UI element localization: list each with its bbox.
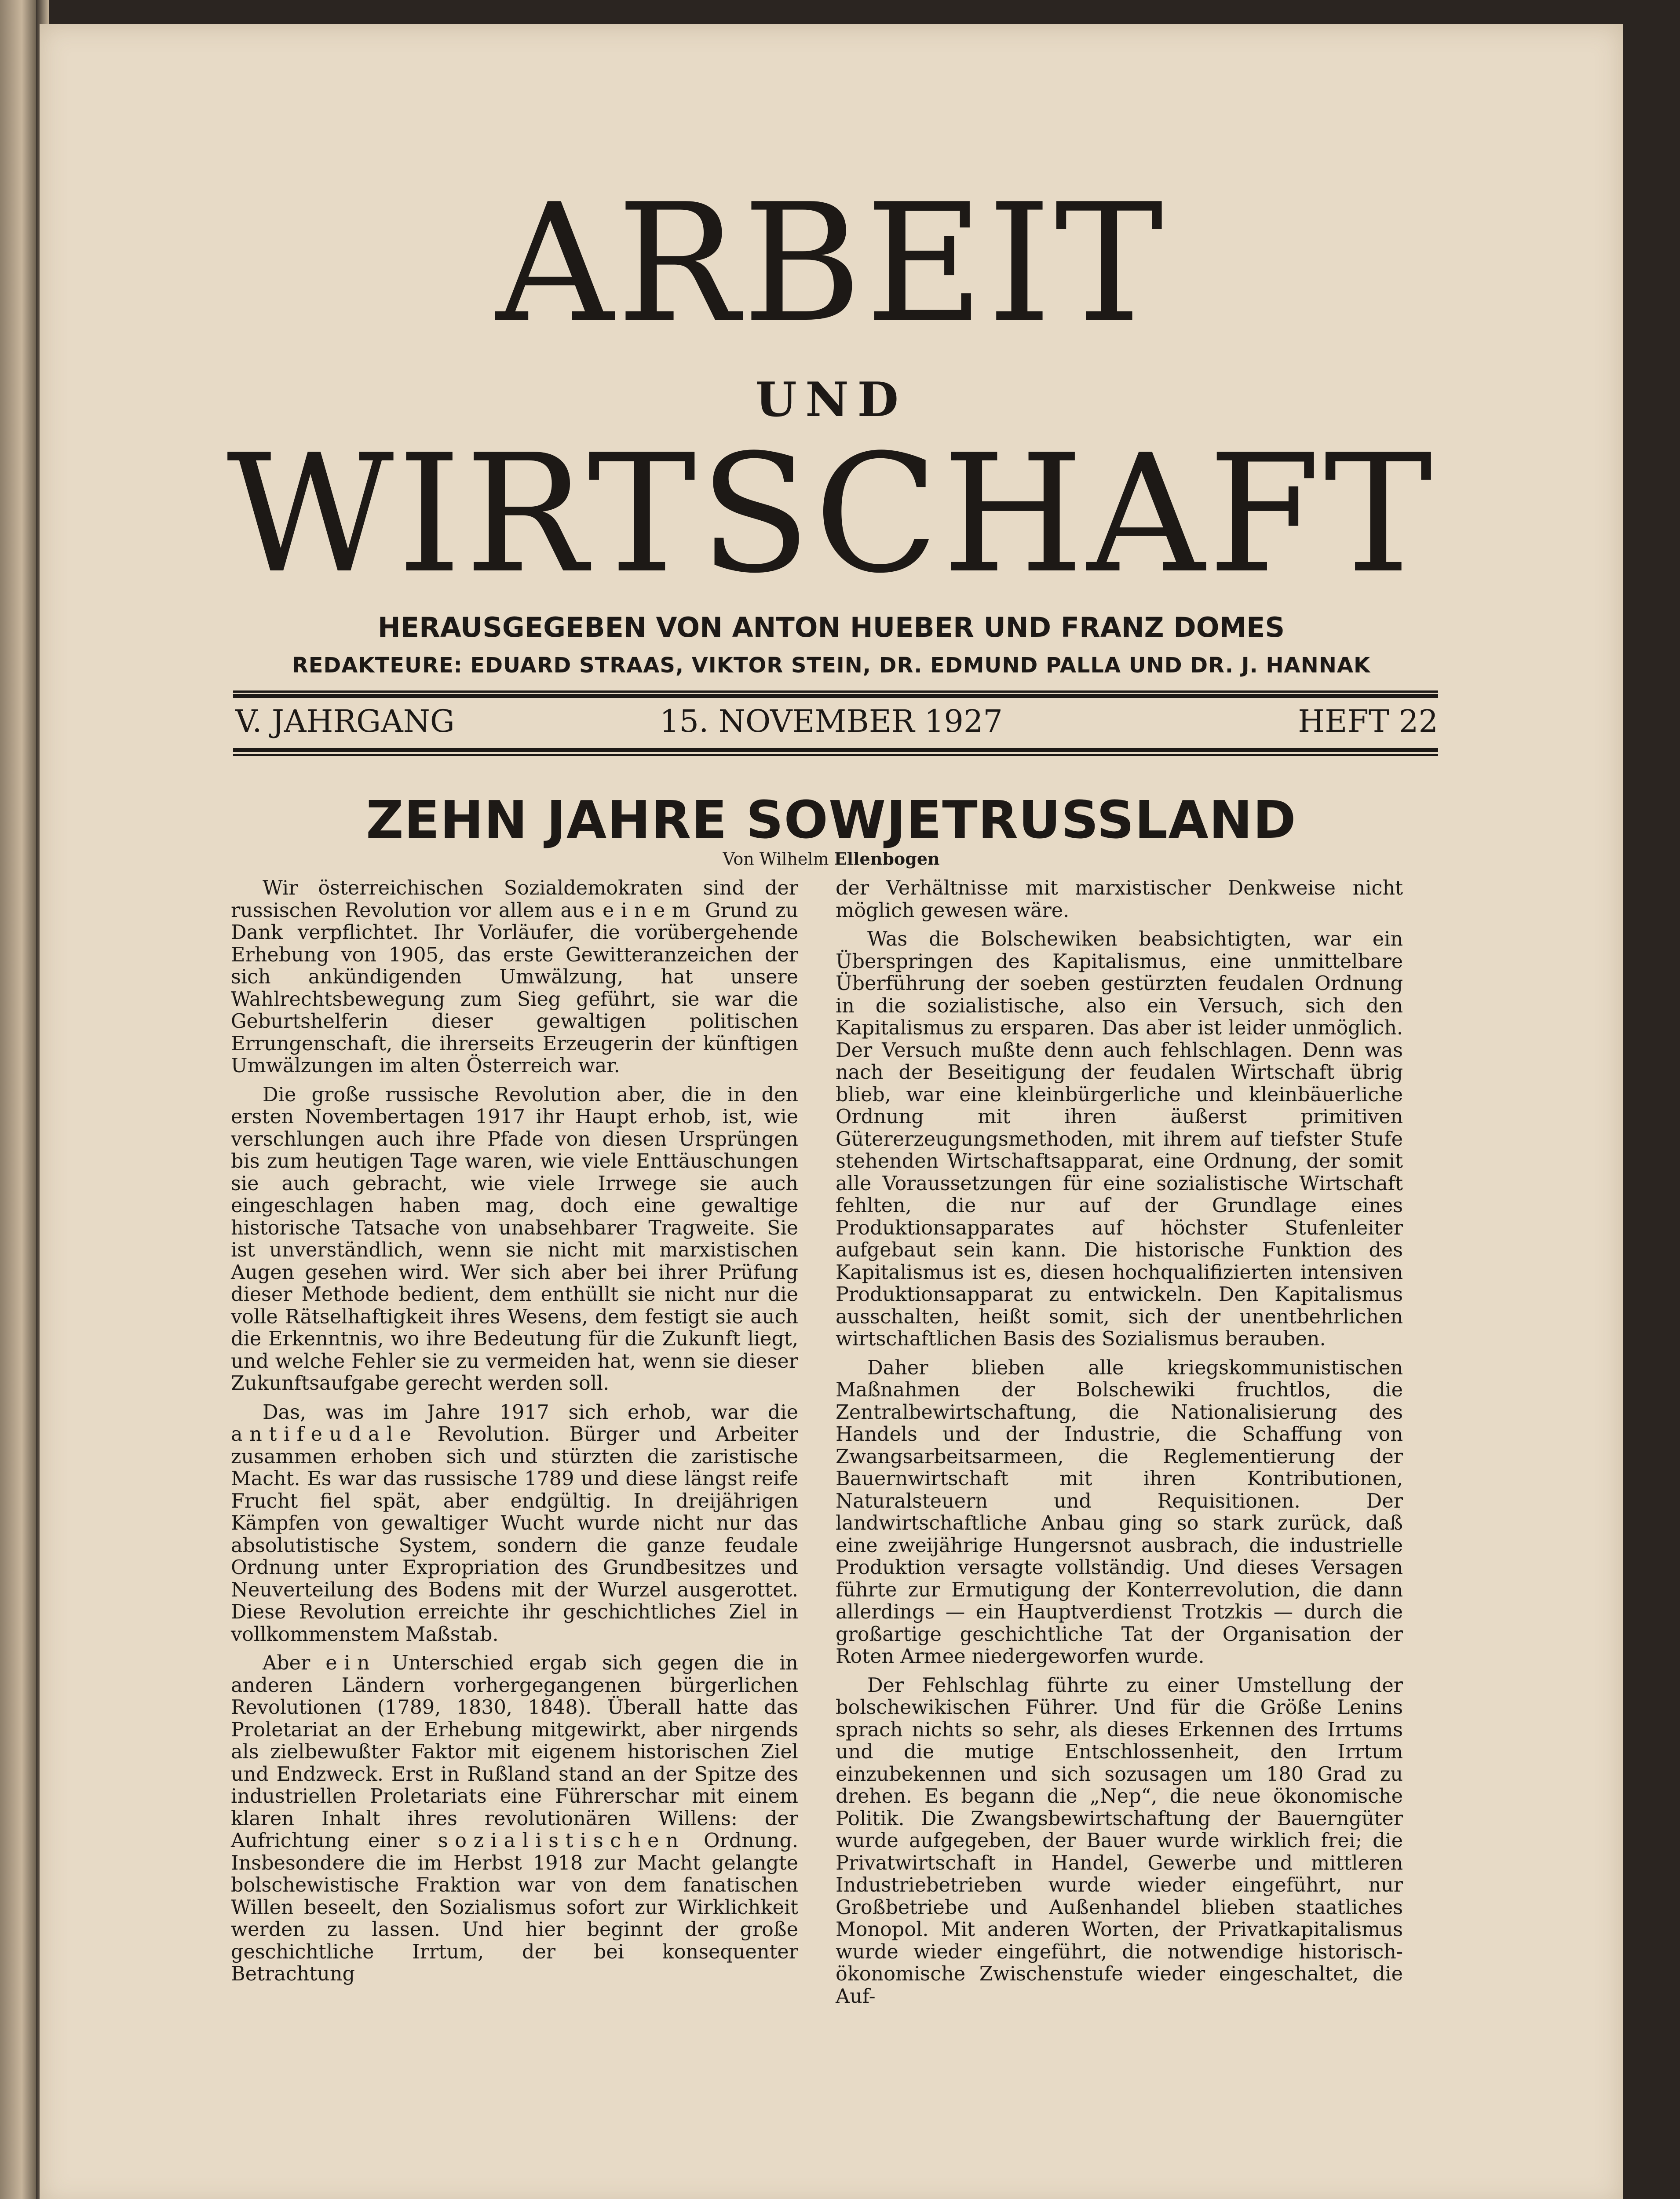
paragraph-3 — [231, 1402, 798, 1646]
volume-label: V. JAHRGANG — [235, 703, 455, 739]
paragraph-1-text-a: Wir österreichischen Sozialdemokraten sind der russischen Revolution vor allem aus — [231, 877, 798, 922]
emphasis-einem: einem — [602, 899, 698, 922]
bottom-rule-thin — [233, 754, 1438, 756]
paragraph-1 — [231, 877, 798, 1078]
paragraph-6: Daher blieben alle kriegskommunistischen Maßnahmen der Bolschewiki fruchtlos, die Zentralbewirtschaftung, die Nationalisierung des Handels und der Industrie, die Schaffung von Zwangsarbeitsarmeen, die Reglementierung der Bauernwirtschaft mit ihren Kontributionen, Naturalsteuern und Requisitionen. Der landwirtschaftliche Anbau ging so stark zurück, daß eine zweijährige Hungersnot ausbrach, die industrielle Produktion versagte vollständig. Und dieses Versagen führte zur Ermutigung der Konterrevolution, die dann allerdings — ein Hauptverdienst Trotzkis — durch die großartige geschichtliche Tat der Organisation der Roten Armee niedergeworfen wurde. — [836, 1356, 1403, 1668]
masthead-title-und: UND — [755, 372, 907, 427]
masthead-title-wirtschaft: WIRTSCHAFT — [226, 420, 1436, 609]
publishers-line: HERAUSGEGEBEN VON ANTON HUEBER UND FRANZ DOMES — [377, 611, 1285, 643]
paragraph-4 — [231, 1652, 798, 1986]
emphasis-sozialistischen: sozialistischen — [438, 1830, 686, 1852]
article-headline: ZEHN JAHRE SOWJETRUSSLAND — [366, 789, 1297, 850]
byline-author: Ellenbogen — [834, 849, 940, 869]
paragraph-1-text-c: Grund zu Dank verpflichtet. Ihr Vorläufer, die vorübergehende Erhebung von 1905, das erste Gewitteranzeichen der sich ankündigenden Umwälzung, hat unsere Wahlrechtsbewegung zum Sieg geführt, sie war die Geburtshelferin dieser gewaltigen politischen Errungenschaft, die ihrerseits Erzeugerin der künftigen Umwälzungen im alten Österreich war. — [231, 899, 798, 1077]
issue-date: 15. NOVEMBER 1927 — [660, 703, 1003, 739]
issue-number: HEFT 22 — [1298, 703, 1438, 739]
paragraph-4-text-c: Unterschied ergab sich gegen die in anderen Ländern vorhergegangenen bürgerlichen Revolutionen (1789, 1830, 1848). Überall hatte das Proletariat an der Erhebung mitgewirkt, aber nirgends als zielbewußter Faktor mit eigenem historischen Ziel und Endzweck. Erst in Rußland stand an der Spitze des industriellen Proletariats eine Führerschar mit einem klaren Inhalt ihres revolutionären Willens: der Aufrichtung einer — [231, 1652, 798, 1852]
paragraph-3-text-c: Revolution. Bürger und Arbeiter zusammen erhoben sich und stürzten die zaristische Macht. Es war das russische 1789 und diese längst reife Frucht fiel spät, aber endgültig. In dreijährigen Kämpfen von gewaltiger Wucht wurde nicht nur das absolutistische System, sondern die ganze feudale Ordnung unter Expropriation des Grundbesitzes und Neuverteilung des Bodens mit der Wurzel ausgerottet. Diese Revolution erreichte ihr geschichtliches Ziel in vollkommenstem Maßstab. — [231, 1423, 799, 1646]
emphasis-antifeudale: antifeudale — [231, 1423, 418, 1446]
paragraph-4-text-e: Ordnung. Insbesondere die im Herbst 1918 zur Macht gelangte bolschewistische Fraktion war von dem fanatischen Willen beseelt, den Sozialismus sofort zur Wirklichkeit werden zu lassen. Und hier beginnt der große geschichtliche Irrtum, der bei konsequenter Betrachtung — [231, 1830, 798, 1985]
paragraph-4-text-a: Aber — [263, 1652, 310, 1674]
article-column-right — [836, 877, 1403, 2008]
bottom-rule-thick — [233, 748, 1438, 752]
editors-line: REDAKTEURE: EDUARD STRAAS, VIKTOR STEIN, DR. EDMUND PALLA UND DR. J. HANNAK — [292, 653, 1371, 678]
article-byline — [40, 849, 1623, 869]
paragraph-5: Was die Bolschewiken beabsichtigten, war ein Überspringen des Kapitalismus, eine unmittelbare Überführung der soeben gestürzten feudalen Ordnung in die sozialistische, also ein Versuch, sich den Kapitalismus zu ersparen. Das aber ist leider unmöglich. Der Versuch mußte denn auch fehlschlagen. Denn was nach der Beseitigung der feudalen Wirtschaft übrig blieb, war eine kleinbürgerliche und kleinbäuerliche Ordnung mit ihren äußerst primitiven Gütererzeugungsmethoden, mit ihrem auf tiefster Stufe stehenden Wirtschaftsapparat, eine Ordnung, der somit alle Voraussetzungen für eine sozialistische Wirtschaft fehlten, die nur auf der Grundlage eines Produktionsapparates auf höchster Stufenleiter aufgebaut sein kann. Die historische Funktion des Kapitalismus ist es, diesen hochqualifizierten intensiven Produktionsapparat zu entwickeln. Den Kapitalismus ausschalten, heißt somit, sich der unentbehrlichen wirtschaftlichen Basis des Sozialismus berauben. — [836, 928, 1403, 1350]
top-rule-thin — [233, 690, 1438, 693]
paragraph-2: Die große russische Revolution aber, die in den ersten Novembertagen 1917 ihr Haupt erhob, ist, wie verschlungen auch ihre Pfade von diesen Ursprüngen bis zum heutigen Tage waren, wie viele Enttäuschungen sie auch gebracht, wie viele Irrwege sie auch eingeschlagen haben mag, doch eine gewaltige historische Tatsache von unabsehbarer Tragweite. Sie ist unverständlich, wenn sie nicht mit marxistischen Augen gesehen wird. Wer sich aber bei ihrer Prüfung dieser Methode bedient, dem enthüllt sie nicht nur die volle Rätselhaftigkeit ihres Wesens, dem festigt sie auch die Erkenntnis, wo ihre Bedeutung für die Zukunft liegt, und welche Fehler sie zu vermeiden hat, wenn sie dieser Zukunftsaufgabe gerecht werden soll. — [231, 1083, 798, 1395]
paragraph-3-text-a: Das, was im Jahre 1917 sich erhob, war die — [263, 1401, 798, 1424]
emphasis-ein: ein — [325, 1652, 377, 1674]
masthead-title-arbeit: ARBEIT — [496, 169, 1167, 358]
previous-page-edge — [0, 0, 36, 2199]
paragraph-7: Der Fehlschlag führte zu einer Umstellung der bolschewikischen Führer. Und für die Größe Lenins sprach nichts so sehr, als dieses Erkennen des Irrtums und die mutige Entschlossenheit, den Irrtum einzubekennen und sich sozusagen um 180 Grad zu drehen. Es begann die „Nep“, die neue ökonomische Politik. Die Zwangsbewirtschaftung der Bauerngüter wurde aufgegeben, der Bauer wurde wirklich frei; die Privatwirtschaft in Handel, Gewerbe und mittleren Industriebetrieben wurde wieder eingeführt, nur Großbetriebe und Außenhandel blieben staatliches Monopol. Mit anderen Worten, der Privatkapitalismus wurde wieder eingeführt, die notwendige historisch-ökonomische Zwischenstufe wieder eingeschaltet, die Auf- — [836, 1674, 1403, 2008]
article-column-left — [231, 877, 798, 1986]
byline-prefix: Von Wilhelm — [723, 849, 829, 869]
top-rule-thick — [233, 694, 1438, 698]
newspaper-page — [40, 24, 1623, 2199]
paragraph-continuation: der Verhältnisse mit marxistischer Denkweise nicht möglich gewesen wäre. — [836, 877, 1403, 922]
